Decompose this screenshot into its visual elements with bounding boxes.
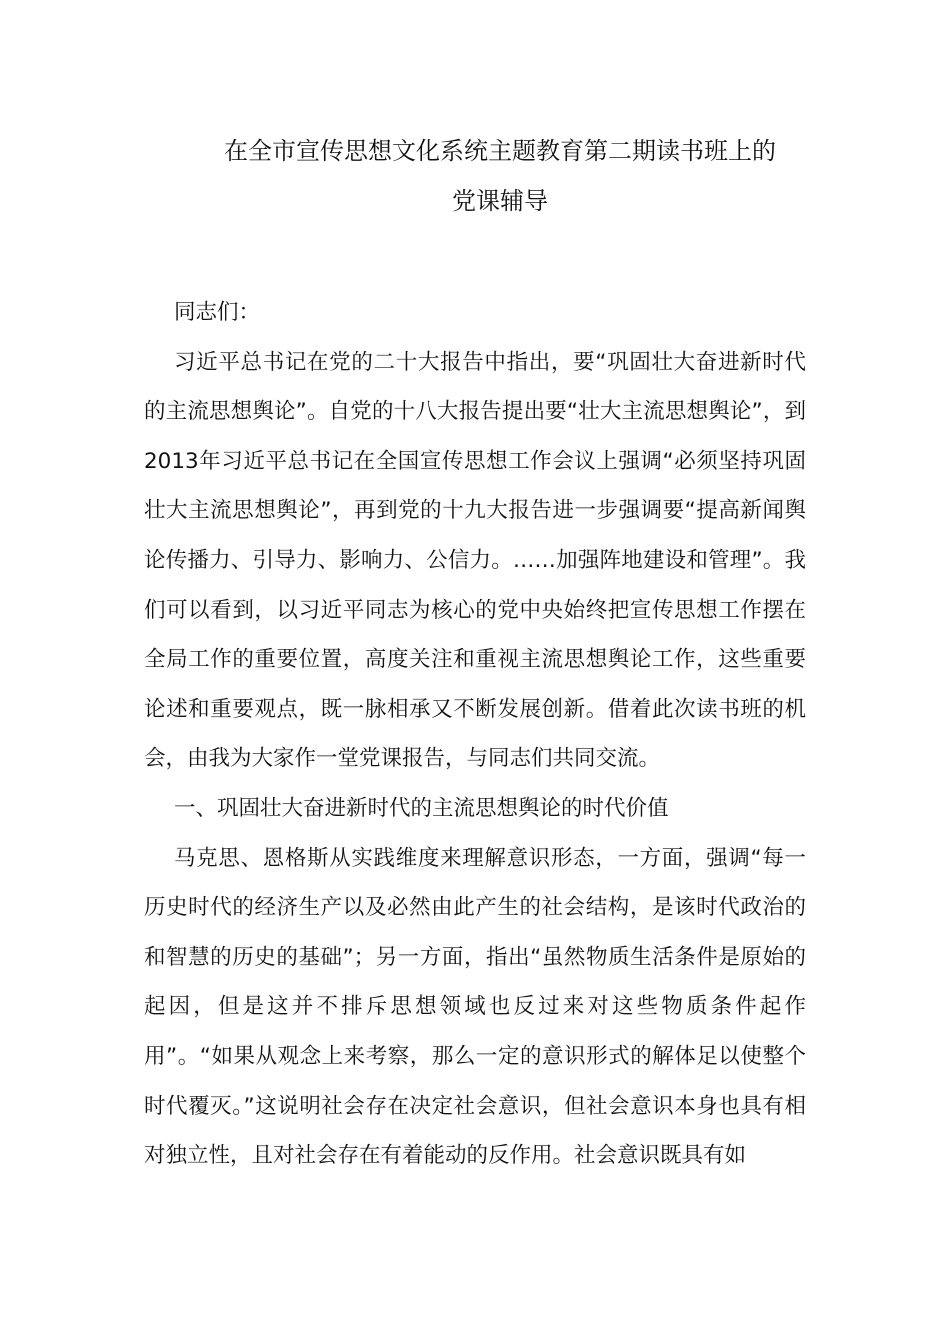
- intro-paragraph: 习近平总书记在党的二十大报告中指出，要“巩固壮大奋进新时代的主流思想舆论”。自党的十八大报告提出要“壮大主流思想舆论”，到2013年习近平总书记在全国宣传思想工作会议上强调“必须坚持巩固壮大主流思想舆论”，再到党的十九大报告进一步强调要“提高新闻舆论传播力、引导力、影响力、公信力。……加强阵地建设和管理”。我们可以看到，以习近平同志为核心的党中央始终把宣传思想工作摆在全局工作的重要位置，高度关注和重视主流思想舆论工作，这些重要论述和重要观点，既一脉相承又不断发展创新。借着此次读书班的机会，由我为大家作一堂党课报告，与同志们共同交流。: [144, 349, 806, 772]
- document-title-line-2: 党课辅导: [452, 187, 548, 215]
- section-heading-1: 一、巩固壮大奋进新时代的主流思想舆论的时代价值: [174, 795, 669, 821]
- document-body: [144, 288, 806, 1181]
- document-title-line-1: 在全市宣传思想文化系统主题教育第二期读书班上的: [224, 137, 776, 165]
- body-paragraph: 马克思、恩格斯从实践维度来理解意识形态，一方面，强调“每一历史时代的经济生产以及必然由此产生的社会结构，是该时代政治的和智慧的历史的基础”；另一方面，指出“虽然物质生活条件是原始的起因，但是这并不排斥思想领域也反过来对这些物质条件起作用”。“如果从观念上来考察，那么一定的意识形式的解体足以使整个时代覆灭。”这说明社会存在决定社会意识，但社会意识本身也具有相对独立性，且对社会存在有着能动的反作用。社会意识既具有如: [144, 845, 806, 1169]
- salutation-paragraph: 同志们：: [174, 300, 261, 325]
